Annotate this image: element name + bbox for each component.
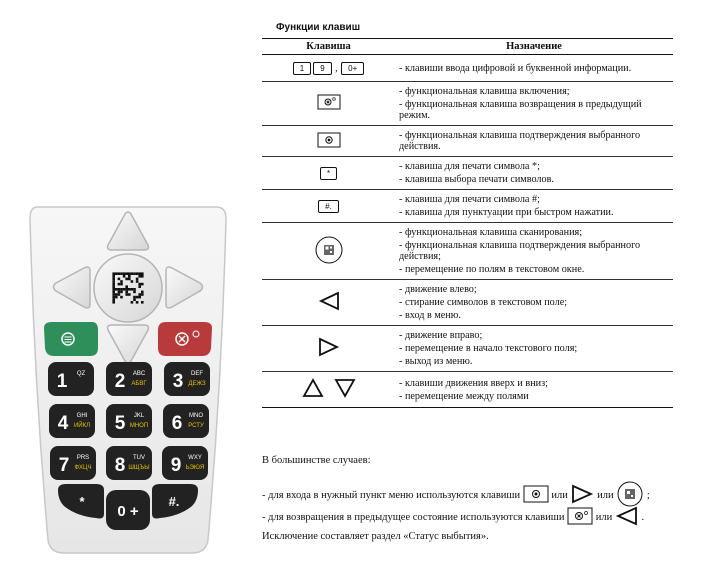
table-body bbox=[262, 55, 673, 408]
purpose-line: - выход из меню. bbox=[399, 356, 473, 367]
qr-module bbox=[123, 272, 126, 275]
key-cell bbox=[262, 126, 395, 157]
number-key-3[interactable] bbox=[164, 362, 210, 396]
qr-module bbox=[128, 272, 131, 275]
qr-module bbox=[138, 275, 141, 278]
qr-module bbox=[120, 272, 123, 275]
purpose-line: - функциональная клавиша возвращения в предыдущий режим. bbox=[399, 99, 642, 121]
purpose-line: - движение влево; bbox=[399, 284, 477, 295]
qr-module bbox=[123, 288, 126, 291]
qr-module bbox=[128, 275, 131, 278]
purpose-line: - клавиши движения вверх и вниз; bbox=[399, 377, 548, 389]
qr-module bbox=[136, 272, 139, 275]
qr-module bbox=[128, 288, 131, 291]
number-key-cap bbox=[49, 404, 95, 438]
qr-module bbox=[141, 275, 144, 278]
section-heading: Функции клавиш bbox=[276, 22, 361, 33]
qr-module bbox=[128, 293, 131, 296]
purpose-line: - клавиша выбора печати символов. bbox=[399, 174, 554, 185]
table-row bbox=[262, 55, 673, 82]
qr-module bbox=[141, 283, 144, 286]
table-row bbox=[262, 190, 673, 223]
purpose-line: - перемещение между полями bbox=[399, 390, 529, 402]
qr-module bbox=[112, 301, 115, 304]
qr-module bbox=[118, 278, 121, 281]
qr-module bbox=[118, 291, 121, 294]
number-key-cyrillic: ИЙКЛ bbox=[73, 423, 91, 429]
number-key-8[interactable] bbox=[106, 446, 152, 480]
qr-module bbox=[141, 291, 144, 294]
table-row bbox=[262, 372, 673, 408]
number-key-cap bbox=[106, 446, 152, 480]
number-key-cap bbox=[50, 446, 96, 480]
purpose-cell bbox=[395, 126, 673, 157]
number-key-9[interactable] bbox=[162, 446, 208, 480]
purpose-line: - клавиша для пунктуации при быстром нажатии. bbox=[399, 207, 614, 218]
table-row bbox=[262, 326, 673, 372]
qr-module bbox=[112, 278, 115, 281]
qr-module bbox=[141, 272, 144, 275]
qr-module bbox=[131, 272, 134, 275]
or-text-3: или bbox=[595, 511, 613, 523]
purpose-cell bbox=[395, 223, 673, 280]
qr-module bbox=[125, 278, 128, 281]
qr-module bbox=[120, 283, 123, 286]
enter-end: ; bbox=[646, 489, 650, 501]
key-cell bbox=[262, 372, 395, 408]
number-key-5[interactable] bbox=[106, 404, 152, 438]
qr-module bbox=[125, 291, 128, 294]
scan-key bbox=[94, 254, 162, 322]
key-label: * bbox=[320, 167, 337, 180]
key-cell bbox=[262, 82, 395, 126]
qr-module bbox=[136, 296, 139, 299]
qr-module bbox=[112, 288, 115, 291]
power-back-key-icon bbox=[567, 507, 593, 528]
qr-module bbox=[131, 301, 134, 304]
key-label: 9 bbox=[313, 62, 331, 75]
qr-module bbox=[125, 293, 128, 296]
notes-exception: Исключение составляет раздел «Статус выбытия». bbox=[262, 531, 489, 542]
qr-module bbox=[112, 275, 115, 278]
purpose-line: - функциональная клавиша подтверждения выбранного действия. bbox=[399, 130, 641, 152]
number-key-digit: 9 bbox=[170, 455, 182, 476]
purpose-cell bbox=[395, 190, 673, 223]
qr-module bbox=[120, 288, 123, 291]
qr-module bbox=[138, 283, 141, 286]
number-key-digit: 1 bbox=[56, 371, 68, 392]
key-label: #. bbox=[318, 200, 339, 213]
qr-module bbox=[125, 285, 128, 288]
column-purpose-header: Назначение bbox=[395, 39, 673, 55]
purpose-line: - перемещение в начало текстового поля; bbox=[399, 343, 578, 354]
scan-icon bbox=[314, 235, 344, 268]
notes-back-line bbox=[262, 506, 644, 529]
comma-separator: , bbox=[332, 62, 341, 74]
confirm-key bbox=[44, 322, 98, 356]
number-key-6[interactable] bbox=[163, 404, 209, 438]
back-text: - для возвращения в предыдущее состояние используются клавиши bbox=[262, 511, 565, 523]
zero-key bbox=[106, 490, 150, 530]
purpose-line: - функциональная клавиша включения; bbox=[399, 86, 570, 97]
qr-module bbox=[125, 272, 128, 275]
qr-module bbox=[133, 291, 136, 294]
qr-module bbox=[120, 291, 123, 294]
qr-module bbox=[115, 272, 118, 275]
svg-text:#.: #. bbox=[168, 494, 180, 509]
qr-module bbox=[115, 288, 118, 291]
key-cell bbox=[262, 223, 395, 280]
number-key-7[interactable] bbox=[50, 446, 96, 480]
document-panel bbox=[262, 0, 712, 562]
number-key-cyrillic: ФХЦЧ bbox=[74, 465, 92, 471]
down-arrow-icon bbox=[334, 378, 356, 401]
key-cell bbox=[262, 190, 395, 223]
number-key-cyrillic: АБВГ bbox=[131, 381, 147, 387]
qr-module bbox=[112, 296, 115, 299]
qr-module bbox=[141, 293, 144, 296]
qr-module bbox=[112, 280, 115, 283]
or-text-1: или bbox=[551, 489, 568, 501]
qr-module bbox=[138, 272, 141, 275]
number-key-cap bbox=[106, 362, 152, 396]
number-key-latin: DEF bbox=[191, 371, 203, 377]
qr-module bbox=[138, 293, 141, 296]
qr-module bbox=[138, 285, 141, 288]
qr-module bbox=[115, 293, 118, 296]
qr-module bbox=[123, 275, 126, 278]
notes-intro: В большинстве случаев: bbox=[262, 455, 371, 466]
qr-module bbox=[118, 293, 121, 296]
qr-module bbox=[112, 285, 115, 288]
number-key-latin: GHI bbox=[76, 413, 88, 419]
table-row bbox=[262, 223, 673, 280]
svg-text:0 +: 0 + bbox=[117, 503, 139, 520]
purpose-line: - вход в меню. bbox=[399, 310, 461, 321]
number-key-digit: 7 bbox=[58, 455, 70, 476]
key-cell bbox=[262, 55, 395, 82]
purpose-line: - клавиша для печати символа *; bbox=[399, 161, 540, 172]
number-key-latin: WXY bbox=[188, 455, 202, 461]
number-key-digit: 3 bbox=[172, 371, 184, 392]
keypad-illustration bbox=[0, 0, 260, 562]
number-key-latin: PRS bbox=[76, 455, 90, 461]
qr-module bbox=[138, 296, 141, 299]
number-key-2[interactable] bbox=[106, 362, 152, 396]
number-key-latin: MNO bbox=[189, 413, 203, 419]
qr-module bbox=[133, 288, 136, 291]
table-row bbox=[262, 280, 673, 326]
purpose-cell bbox=[395, 82, 673, 126]
power-back-key bbox=[158, 322, 212, 356]
qr-module bbox=[120, 296, 123, 299]
number-key-latin: TUV bbox=[133, 455, 145, 461]
key-cell bbox=[262, 326, 395, 372]
qr-module bbox=[133, 296, 136, 299]
purpose-line: - функциональная клавиша сканирования; bbox=[399, 227, 583, 238]
table-row bbox=[262, 82, 673, 126]
number-key-digit: 4 bbox=[57, 413, 69, 434]
qr-module bbox=[133, 298, 136, 301]
purpose-line: - клавиши ввода цифровой и буквенной информации. bbox=[399, 62, 632, 74]
qr-module bbox=[112, 283, 115, 286]
up-arrow-icon bbox=[302, 378, 324, 401]
number-key-4[interactable] bbox=[49, 404, 95, 438]
key-functions-table bbox=[262, 38, 673, 408]
qr-module bbox=[118, 272, 121, 275]
key-cell bbox=[262, 280, 395, 326]
purpose-line: - движение вправо; bbox=[399, 330, 483, 341]
number-key-cyrillic: МНОП bbox=[129, 423, 149, 429]
table-header-row bbox=[262, 39, 673, 55]
number-key-cyrillic: ШЩЪЫ bbox=[128, 465, 150, 471]
purpose-line: - перемещение по полям в текстовом окне. bbox=[399, 264, 585, 275]
key-cell bbox=[262, 157, 395, 190]
number-key-cyrillic: ДЕЖЗ bbox=[188, 381, 206, 387]
purpose-cell bbox=[395, 326, 673, 372]
number-key-cap bbox=[48, 362, 94, 396]
number-key-cyrillic: ЬЭЮЯ bbox=[185, 465, 205, 471]
qr-module bbox=[112, 298, 115, 301]
purpose-cell bbox=[395, 280, 673, 326]
number-key-cyrillic: РСТУ bbox=[188, 423, 204, 429]
number-key-digit: 2 bbox=[114, 371, 126, 392]
power-back-icon bbox=[317, 94, 341, 113]
purpose-cell bbox=[395, 372, 673, 408]
left-arrow-icon bbox=[318, 291, 340, 314]
number-key-digit: 8 bbox=[114, 455, 126, 476]
qr-module bbox=[125, 288, 128, 291]
table-row bbox=[262, 157, 673, 190]
qr-module bbox=[112, 291, 115, 294]
purpose-line: - стирание символов в текстовом поле; bbox=[399, 297, 568, 308]
back-end: . bbox=[641, 511, 645, 523]
number-key-cap bbox=[163, 404, 209, 438]
qr-module bbox=[115, 296, 118, 299]
number-key-1[interactable] bbox=[48, 362, 94, 396]
right-arrow-icon bbox=[318, 337, 340, 360]
left-arrow-icon bbox=[615, 506, 639, 529]
qr-module bbox=[120, 280, 123, 283]
right-arrow-icon bbox=[570, 484, 594, 507]
confirm-icon bbox=[317, 132, 341, 151]
qr-module bbox=[136, 301, 139, 304]
number-key-cap bbox=[162, 446, 208, 480]
qr-module bbox=[131, 288, 134, 291]
key-label: 0+ bbox=[341, 62, 364, 75]
number-key-digit: 5 bbox=[114, 413, 126, 434]
number-key-digit: 6 bbox=[171, 413, 183, 434]
qr-module bbox=[118, 288, 121, 291]
svg-text:*: * bbox=[79, 494, 85, 509]
qr-module bbox=[112, 293, 115, 296]
purpose-cell bbox=[395, 157, 673, 190]
qr-module bbox=[128, 278, 131, 281]
qr-module bbox=[118, 283, 121, 286]
number-key-cap bbox=[106, 404, 152, 438]
qr-module bbox=[136, 280, 139, 283]
qr-module bbox=[133, 272, 136, 275]
table-row bbox=[262, 126, 673, 157]
column-key-header: Клавиша bbox=[262, 39, 395, 55]
purpose-line: - клавиша для печати символа #; bbox=[399, 194, 540, 205]
confirm-key-icon bbox=[523, 485, 549, 506]
number-key-latin: JKL bbox=[133, 413, 145, 419]
qr-module bbox=[112, 272, 115, 275]
qr-module bbox=[131, 280, 134, 283]
qr-module bbox=[136, 278, 139, 281]
qr-module bbox=[141, 301, 144, 304]
key-label: 1 bbox=[293, 62, 311, 75]
number-key-latin: QZ bbox=[76, 371, 86, 377]
enter-text: - для входа в нужный пункт меню используются клавиши bbox=[262, 489, 521, 501]
number-key-latin: ABC bbox=[132, 371, 146, 377]
purpose-line: - функциональная клавиша подтверждения выбранного действия; bbox=[399, 240, 641, 262]
number-key-cap bbox=[164, 362, 210, 396]
or-text-2: или bbox=[597, 489, 614, 501]
purpose-cell bbox=[395, 55, 673, 82]
